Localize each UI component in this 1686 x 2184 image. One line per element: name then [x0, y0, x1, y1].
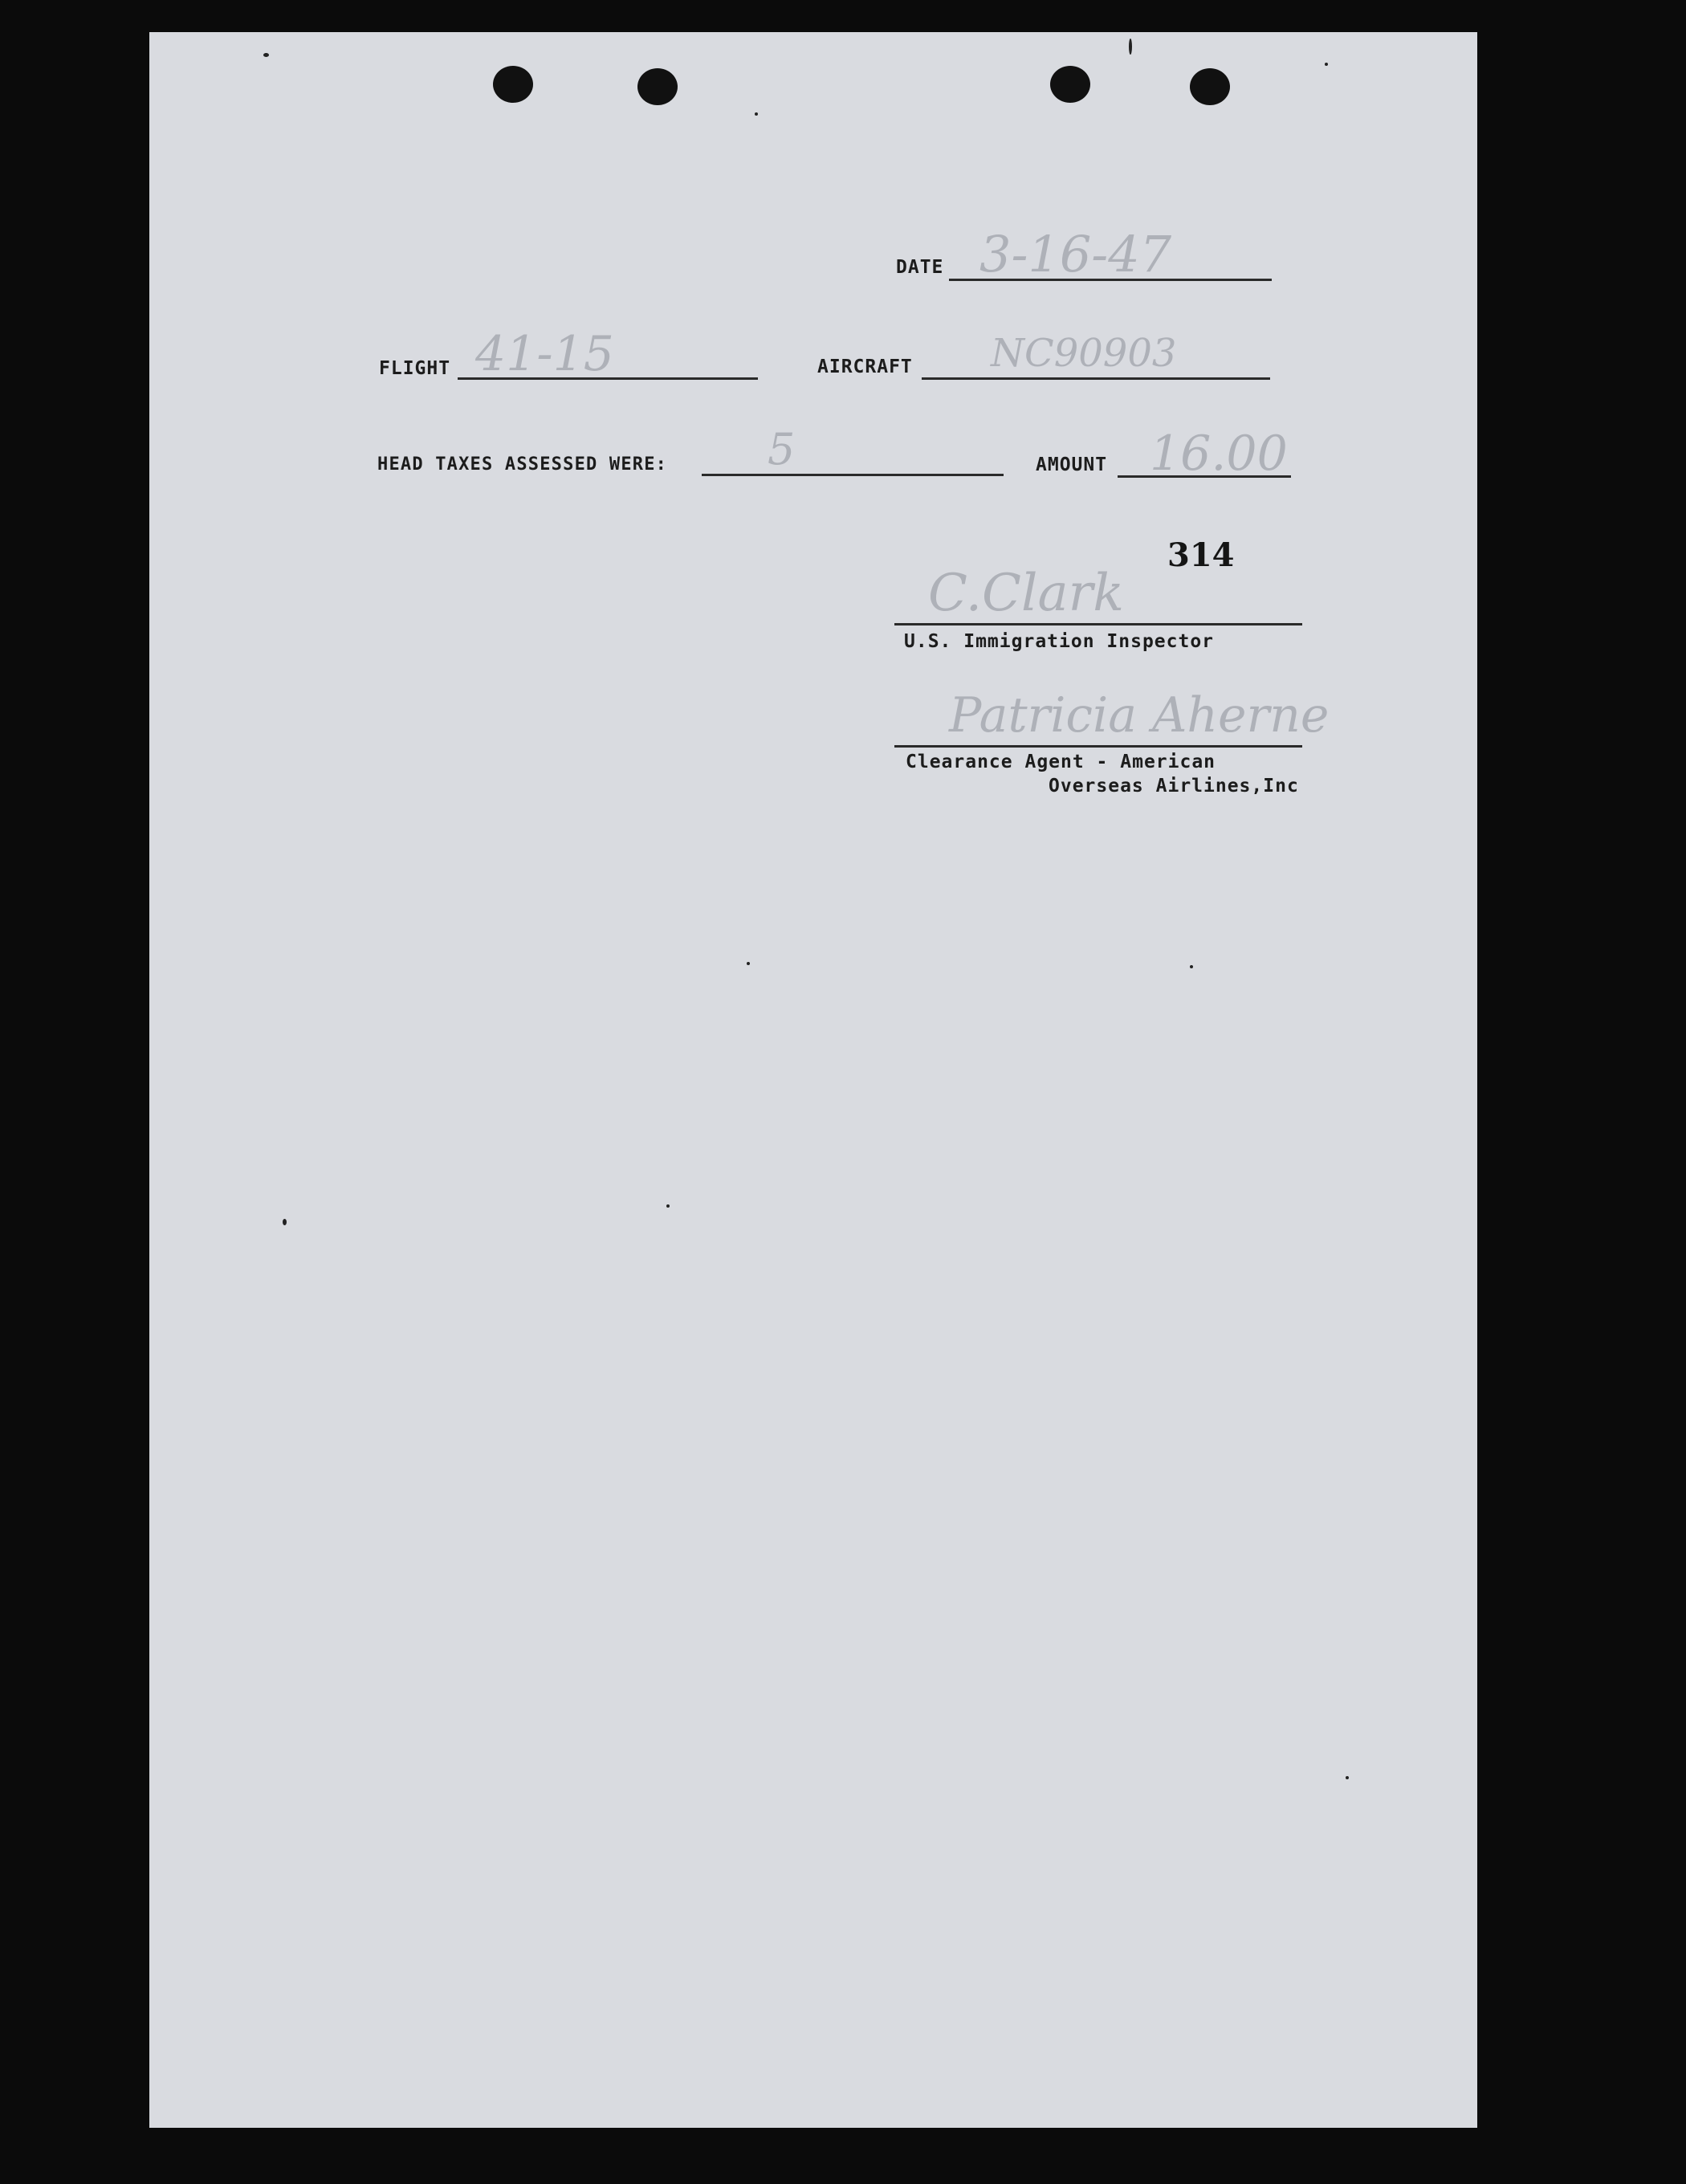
dust-speck: [1190, 965, 1193, 968]
agent-signature: Patricia Aherne: [949, 687, 1330, 744]
head-taxes-label: HEAD TAXES ASSESSED WERE:: [377, 454, 668, 475]
head-taxes-handwritten-value: 5: [768, 424, 796, 475]
date-label: DATE: [896, 257, 944, 278]
punch-hole: [1050, 66, 1090, 103]
agent-signature-line: [894, 745, 1302, 748]
punch-hole: [493, 66, 533, 103]
inspector-signature: C.Clark: [928, 564, 1124, 623]
head-taxes-underline: [702, 474, 1004, 476]
dust-speck: [283, 1219, 287, 1225]
agent-title-line2: Overseas Airlines,Inc: [1049, 776, 1299, 797]
dust-speck: [747, 962, 750, 965]
dust-speck: [1129, 39, 1132, 55]
dust-speck: [755, 112, 758, 116]
amount-label: AMOUNT: [1036, 454, 1108, 475]
dust-speck: [666, 1204, 670, 1208]
amount-handwritten-value: 16.00: [1150, 426, 1288, 482]
dust-speck: [263, 53, 269, 57]
inspector-signature-line: [894, 623, 1302, 625]
flight-handwritten-value: 41-15: [475, 326, 614, 382]
aircraft-handwritten-value: NC90903: [991, 331, 1177, 376]
agent-title-line1: Clearance Agent - American: [906, 752, 1216, 772]
dust-speck: [1346, 1776, 1349, 1779]
aircraft-underline: [922, 377, 1270, 380]
inspector-title: U.S. Immigration Inspector: [904, 631, 1215, 652]
punch-hole: [1190, 68, 1230, 105]
dust-speck: [1325, 63, 1328, 66]
aircraft-label: AIRCRAFT: [817, 357, 913, 377]
date-handwritten-value: 3-16-47: [979, 225, 1172, 283]
document-number: 314: [1167, 536, 1235, 574]
flight-label: FLIGHT: [379, 358, 451, 379]
punch-hole: [637, 68, 678, 105]
document-page: [149, 32, 1477, 2128]
